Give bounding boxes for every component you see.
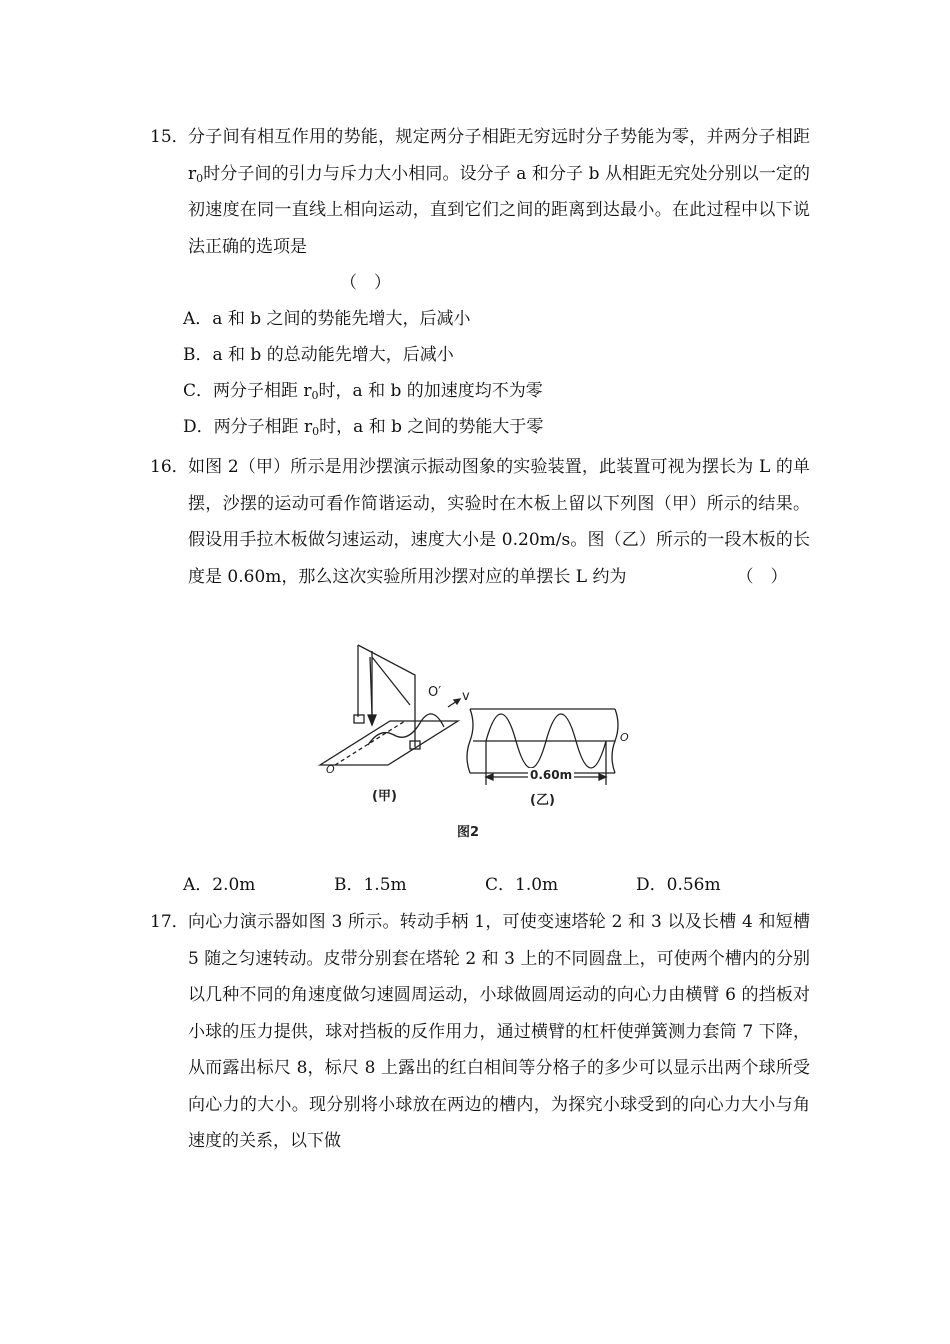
pendulum-diagram [310, 635, 640, 845]
question-16-options [150, 867, 810, 903]
label-v: v [462, 689, 470, 704]
question-stem: 如图 2（甲）所示是用沙摆演示振动图象的实验装置，此装置可视为摆长为 L 的单摆，沙摆的运动可看作简谐运动，实验时在木板上留以下列图（甲）所示的结果。假设用手拉木板做匀速运动，速度大小是 0.20m/s。图（乙）所示的一段木板的长度是 0.60m，那么这次实验所用沙摆对应的单摆长 L 约为 （ ） [188, 457, 810, 587]
option-a: A．a 和 b 之间的势能先增大，后减小 [183, 309, 471, 329]
figure-2 [310, 635, 640, 845]
question-number: 16． [150, 457, 189, 477]
figure-caption: 图2 [457, 825, 480, 840]
frame-top [358, 645, 415, 747]
option-d: D．两分子相距 $r_0$时，a 和 b 之间的势能大于零 [183, 417, 544, 438]
question-stem: 向心力演示器如图 3 所示。转动手柄 1，可使变速塔轮 2 和 3 以及长槽 4 和短槽 5 随之匀速转动。皮带分别套在塔轮 2 和 3 上的不同圆盘上，可使两个槽内的分别以几种不同的角速度做匀速圆周运动，小球做圆周运动的向心力由横臂 6 的挡板对小球的压力提供，球对挡板的反作用力，通过横臂的杠杆使弹簧测力套筒 7 下降，从而露出标尺 8，标尺 8 上露出的红白相间等分格子的多少可以显示出两个球所受向心力的大小。现分别将小球放在两边的槽内，为探究小球受到的向心力大小与角速度的关系，以下做 [188, 912, 810, 1151]
label-length: 0.60m [530, 768, 573, 782]
option-c: C．1.0m [485, 875, 559, 895]
question-16 [150, 449, 810, 631]
option-c: C．两分子相距 $r_0$时，a 和 b 的加速度均不为零 [183, 381, 543, 402]
question-number: 17． [150, 912, 189, 932]
label-o-prime: O′ [428, 685, 442, 700]
label-yi: (乙) [530, 793, 555, 808]
label-o-right: O [620, 731, 629, 744]
option-b: B．a 和 b 的总动能先增大，后减小 [183, 345, 454, 365]
answer-parenthesis: （ ） [736, 566, 788, 587]
answer-parenthesis: （ ） [340, 273, 391, 293]
option-a: A．2.0m [183, 875, 256, 895]
option-b: B．1.5m [334, 875, 407, 895]
question-17 [150, 904, 810, 1160]
question-number: 15． [150, 127, 189, 147]
label-jia: (甲) [372, 789, 397, 804]
board [320, 721, 458, 765]
option-d: D．0.56m [636, 875, 721, 895]
label-o-left: O [326, 763, 335, 776]
question-stem: 分子间有相互作用的势能，规定两分子相距无穷远时分子势能为零，并两分子相距 $r_0$时分子间的引力与斥力大小相同。设分子 a 和分子 b 从相距无究处分别以一定的初速度在同一直线上相向运动，直到它们之间的距离到达最小。在此过程中以下说法正确的选项是 [188, 127, 810, 257]
sand-trace [368, 714, 444, 745]
board-left-edge [467, 709, 473, 773]
question-15 [150, 119, 810, 445]
